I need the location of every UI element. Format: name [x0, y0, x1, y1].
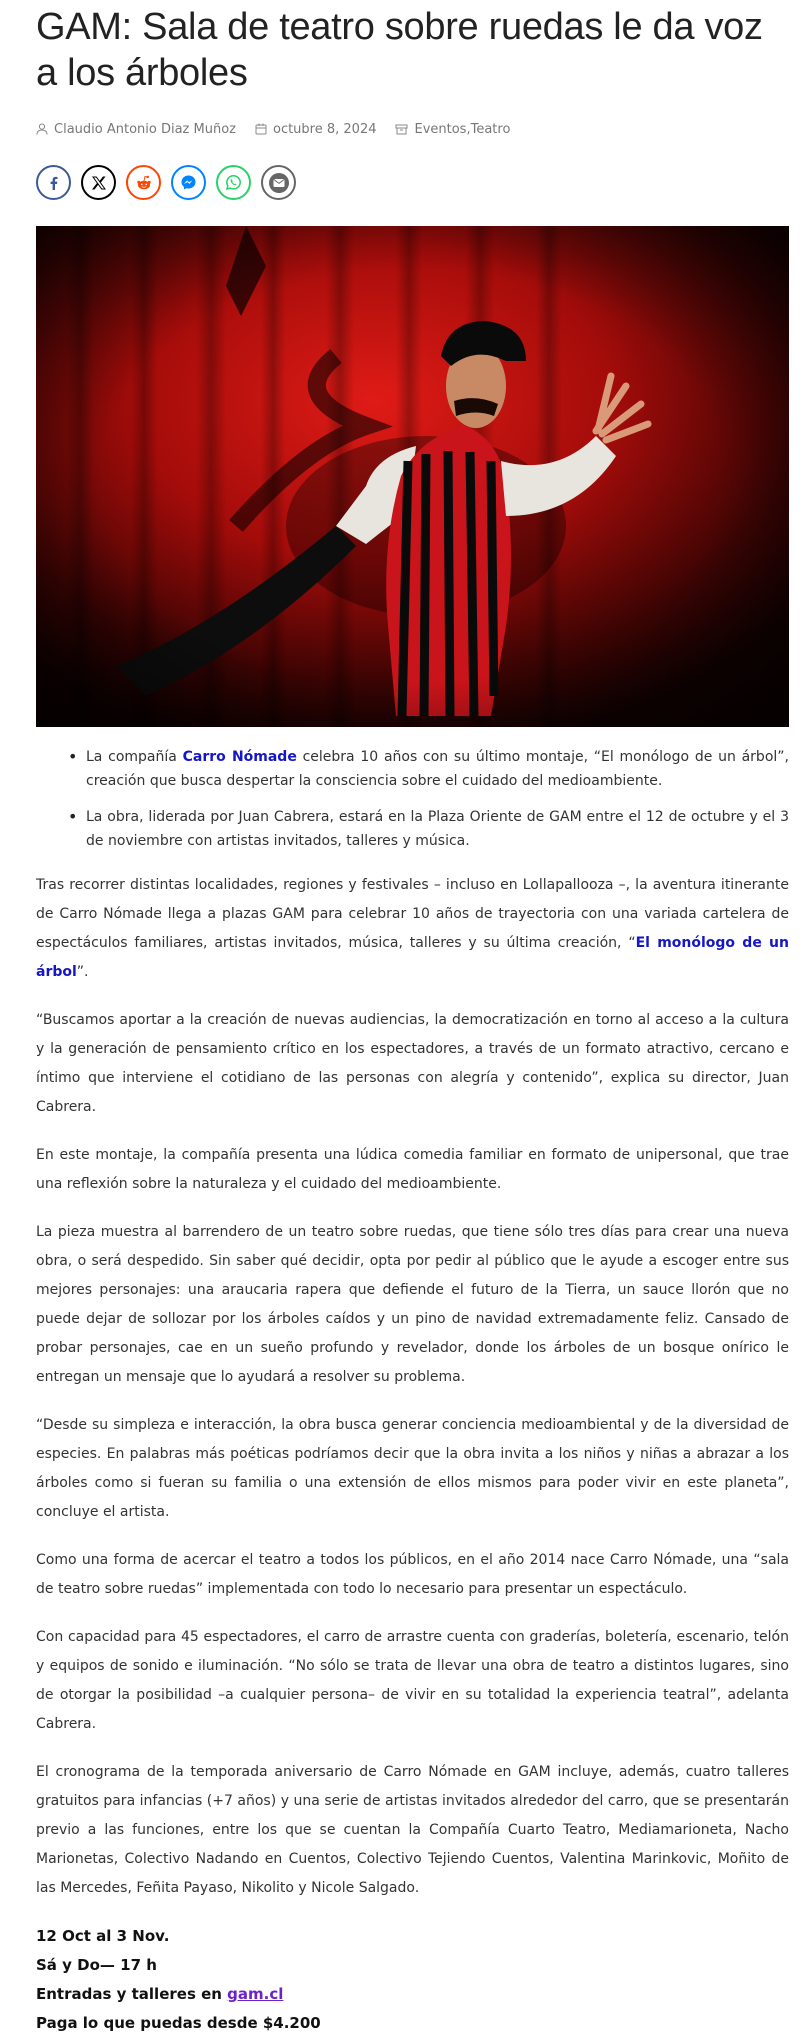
summary-bullets — [36, 745, 789, 853]
folder-icon — [395, 123, 408, 135]
paragraph: Como una forma de acercar el teatro a todos los públicos, en el año 2014 nace Carro Nómade, una “sala de teatro sobre ruedas” implementada con todo lo necesario para presentar un espectáculo. — [36, 1552, 789, 1597]
whatsapp-icon — [225, 174, 242, 191]
bullet-text: celebra 10 años con su último montaje, “El monólogo de un árbol”, creación que busca despertar la consciencia sobre el cuidado del medioambiente. — [86, 749, 789, 789]
paragraph: En este montaje, la compañía presenta una lúdica comedia familiar en formato de unipersonal, que trae una reflexión sobre la naturaleza y el cuidado del medioambiente. — [36, 1147, 789, 1192]
facebook-icon — [46, 175, 62, 191]
paragraph: La pieza muestra al barrendero de un teatro sobre ruedas, que tiene sólo tres días para crear una nueva obra, o será despedido. Sin saber qué decidir, opta por pedir al público que le ayude a escoger entre sus mejores personajes: una araucaria rapera que defiende el futuro de la Tierra, un sauce llorón que no puede dejar de sollozar por los árboles caídos y un pino de navidad extremadamente feliz. Cansado de probar personajes, cae en un sueño profundo y revelador, donde los árboles de un bosque onírico le entregan un mensaje que lo ayudará a resolver su problema. — [36, 1224, 789, 1385]
paragraph: El cronograma de la temporada aniversario de Carro Nómade en GAM incluye, además, cuatro talleres gratuitos para infancias (+7 años) y una serie de artistas invitados alrededor del carro, que se presentarán previo a las funciones, entre los que se cuentan la Compañía Cuarto Teatro, Mediamarioneta, Nacho Marionetas, Colectivo Nadando en Cuentos, Colectivo Tejiendo Cuentos, Valentina Marinkovic, Moñito de las Mercedes, Feñita Payaso, Nikolito y Nicole Salgado. — [36, 1764, 789, 1896]
category-separator: , — [466, 121, 471, 137]
paragraph: “Buscamos aportar a la creación de nuevas audiencias, la democratización en torno al acceso a la cultura y la generación de pensamiento crítico en los espectadores, a través de un formato atractivo, cercano e íntimo que interviene el cotidiano de las personas con alegría y contenido”, explica su director, Juan Cabrera. — [36, 1012, 789, 1115]
date-link[interactable]: octubre 8, 2024 — [272, 121, 377, 137]
intro-paragraph — [36, 871, 789, 987]
event-price: Paga lo que puedas desde $4.200 — [36, 2014, 321, 2032]
article-body — [36, 871, 789, 1903]
bullet-text: La obra, liderada por Juan Cabrera, estará en la Plaza Oriente de GAM entre el 12 de octubre y el 3 de noviembre con artistas invitados, talleres y música. — [86, 809, 789, 849]
bullet-item — [86, 745, 789, 793]
event-schedule: Sá y Do— 17 h — [36, 1956, 157, 1974]
share-reddit-button[interactable] — [126, 165, 161, 200]
hero-photo — [36, 226, 789, 727]
author-link[interactable]: Claudio Antonio Diaz Muñoz — [54, 121, 236, 137]
bullet-text: La compañía — [86, 749, 183, 765]
paragraph: “Desde su simpleza e interacción, la obra busca generar conciencia medioambiental y de la diversidad de especies. En palabras más poéticas podríamos decir que la obra invita a los niños y niñas a abrazar a los árboles como si fueran su familia o una extensión de ellos mismos para poder vivir en este planeta”, concluye el artista. — [36, 1417, 789, 1520]
paragraph-text: ”. — [76, 964, 89, 980]
monologo-link[interactable]: El monólogo de un árbol — [36, 935, 789, 980]
author-meta — [36, 122, 236, 137]
email-icon — [268, 172, 290, 194]
share-email-button[interactable] — [261, 165, 296, 200]
category-link-eventos[interactable]: Eventos — [414, 121, 467, 137]
tickets-label: Entradas y talleres en — [36, 1985, 228, 2003]
event-details — [36, 1922, 789, 2038]
share-x-button[interactable] — [81, 165, 116, 200]
gam-link[interactable]: gam.cl — [227, 1985, 284, 2003]
share-whatsapp-button[interactable] — [216, 165, 251, 200]
article — [36, 0, 789, 2038]
carro-nomade-link[interactable]: Carro Nómade — [182, 749, 297, 765]
x-logo-icon — [92, 176, 106, 190]
messenger-icon — [180, 174, 197, 191]
calendar-icon — [255, 123, 267, 135]
paragraph-text: Tras recorrer distintas localidades, regiones y festivales – incluso en Lollapallooza –, la aventura itinerante de Carro Nómade llega a plazas GAM para celebrar 10 años de trayectoria con una variada cartelera de espectáculos familiares, artistas invitados, música, talleres y su última creación, “ — [36, 877, 789, 951]
share-facebook-button[interactable] — [36, 165, 71, 200]
article-title: GAM: Sala de teatro sobre ruedas le da voz a los árboles — [36, 6, 763, 94]
paragraph: Con capacidad para 45 espectadores, el carro de arrastre cuenta con graderías, boletería, escenario, telón y equipos de sonido e iluminación. “No sólo se trata de llevar una obra de teatro a distintos lugares, sino de otorgar la posibilidad –a cualquier persona– de vivir en su totalidad la experiencia teatral”, adelanta Cabrera. — [36, 1629, 789, 1732]
share-messenger-button[interactable] — [171, 165, 206, 200]
categories-meta — [395, 122, 510, 137]
date-meta — [255, 122, 377, 137]
category-link-teatro[interactable]: Teatro — [470, 121, 511, 137]
share-buttons — [36, 165, 789, 203]
reddit-icon — [135, 174, 153, 192]
post-meta — [36, 119, 789, 139]
bullet-item — [86, 805, 789, 853]
event-dates: 12 Oct al 3 Nov. — [36, 1927, 170, 1945]
event-tickets — [36, 1980, 789, 2009]
user-icon — [36, 123, 48, 135]
